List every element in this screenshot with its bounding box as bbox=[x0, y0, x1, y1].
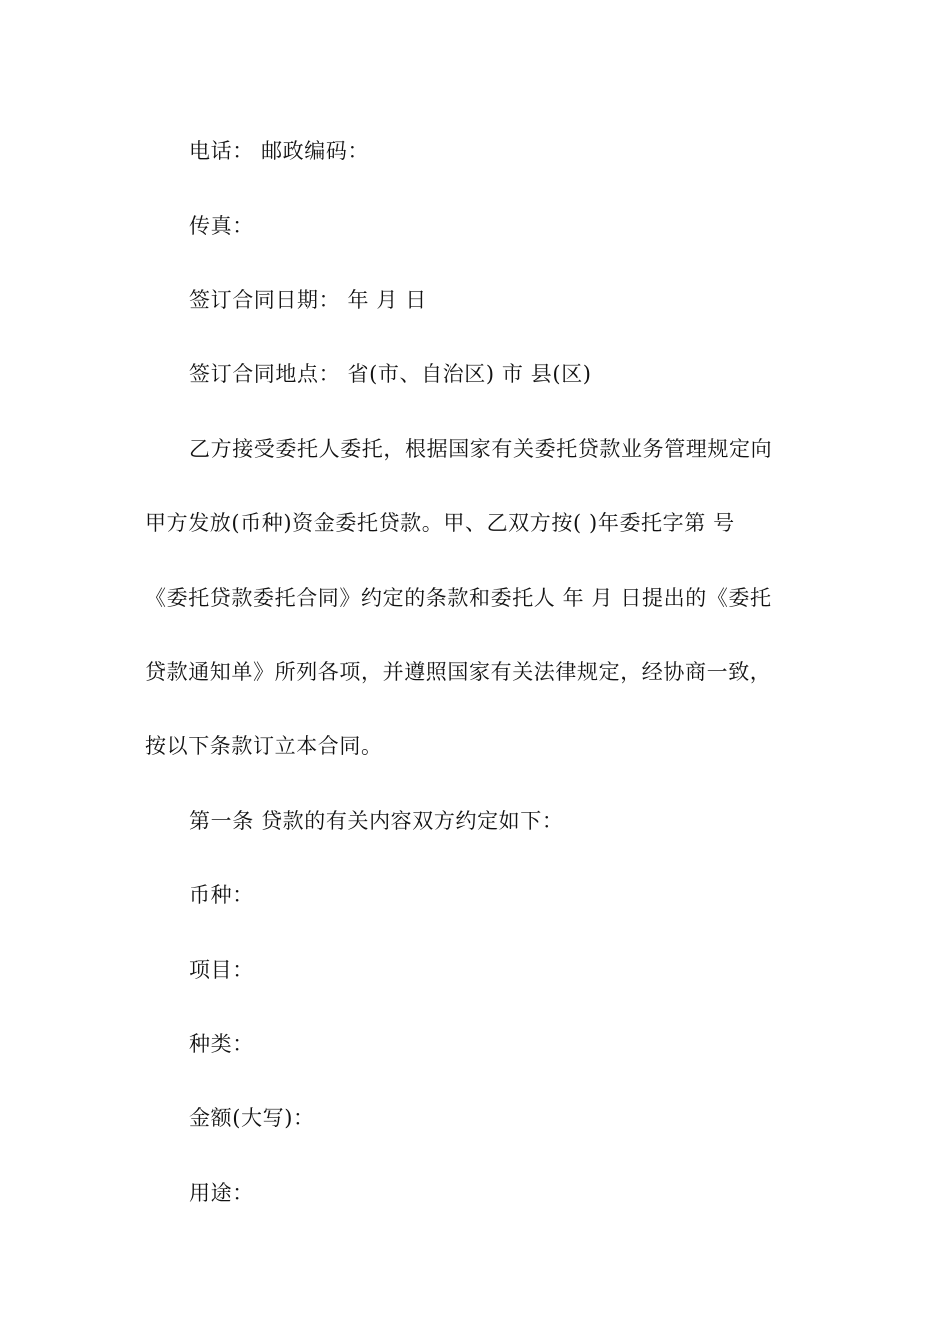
article-one-heading: 第一条 贷款的有关内容双方约定如下： bbox=[189, 809, 564, 833]
contract-date-line: 签订合同日期： 年 月 日 bbox=[189, 288, 427, 312]
fax-line: 传真： bbox=[189, 214, 254, 238]
paragraph-line-5: 按以下条款订立本合同。 bbox=[145, 734, 383, 758]
type-field-label: 种类： bbox=[189, 1032, 254, 1056]
paragraph-line-2: 甲方发放(币种)资金委托贷款。甲、乙双方按( )年委托字第 号 bbox=[145, 511, 735, 535]
paragraph-line-3: 《委托贷款委托合同》约定的条款和委托人 年 月 日提出的《委托 bbox=[145, 586, 772, 610]
purpose-field-label: 用途： bbox=[189, 1181, 254, 1205]
paragraph-line-4: 贷款通知单》所列各项，并遵照国家有关法律规定，经协商一致， bbox=[145, 660, 772, 684]
project-field-label: 项目： bbox=[189, 958, 254, 982]
currency-field-label: 币种： bbox=[189, 883, 254, 907]
paragraph-line-1: 乙方接受委托人委托，根据国家有关委托贷款业务管理规定向 bbox=[189, 437, 773, 461]
phone-postcode-line: 电话： 邮政编码： bbox=[189, 139, 370, 163]
contract-location-line: 签订合同地点： 省(市、自治区) 市 县(区) bbox=[189, 362, 592, 386]
amount-field-label: 金额(大写)： bbox=[189, 1106, 315, 1130]
